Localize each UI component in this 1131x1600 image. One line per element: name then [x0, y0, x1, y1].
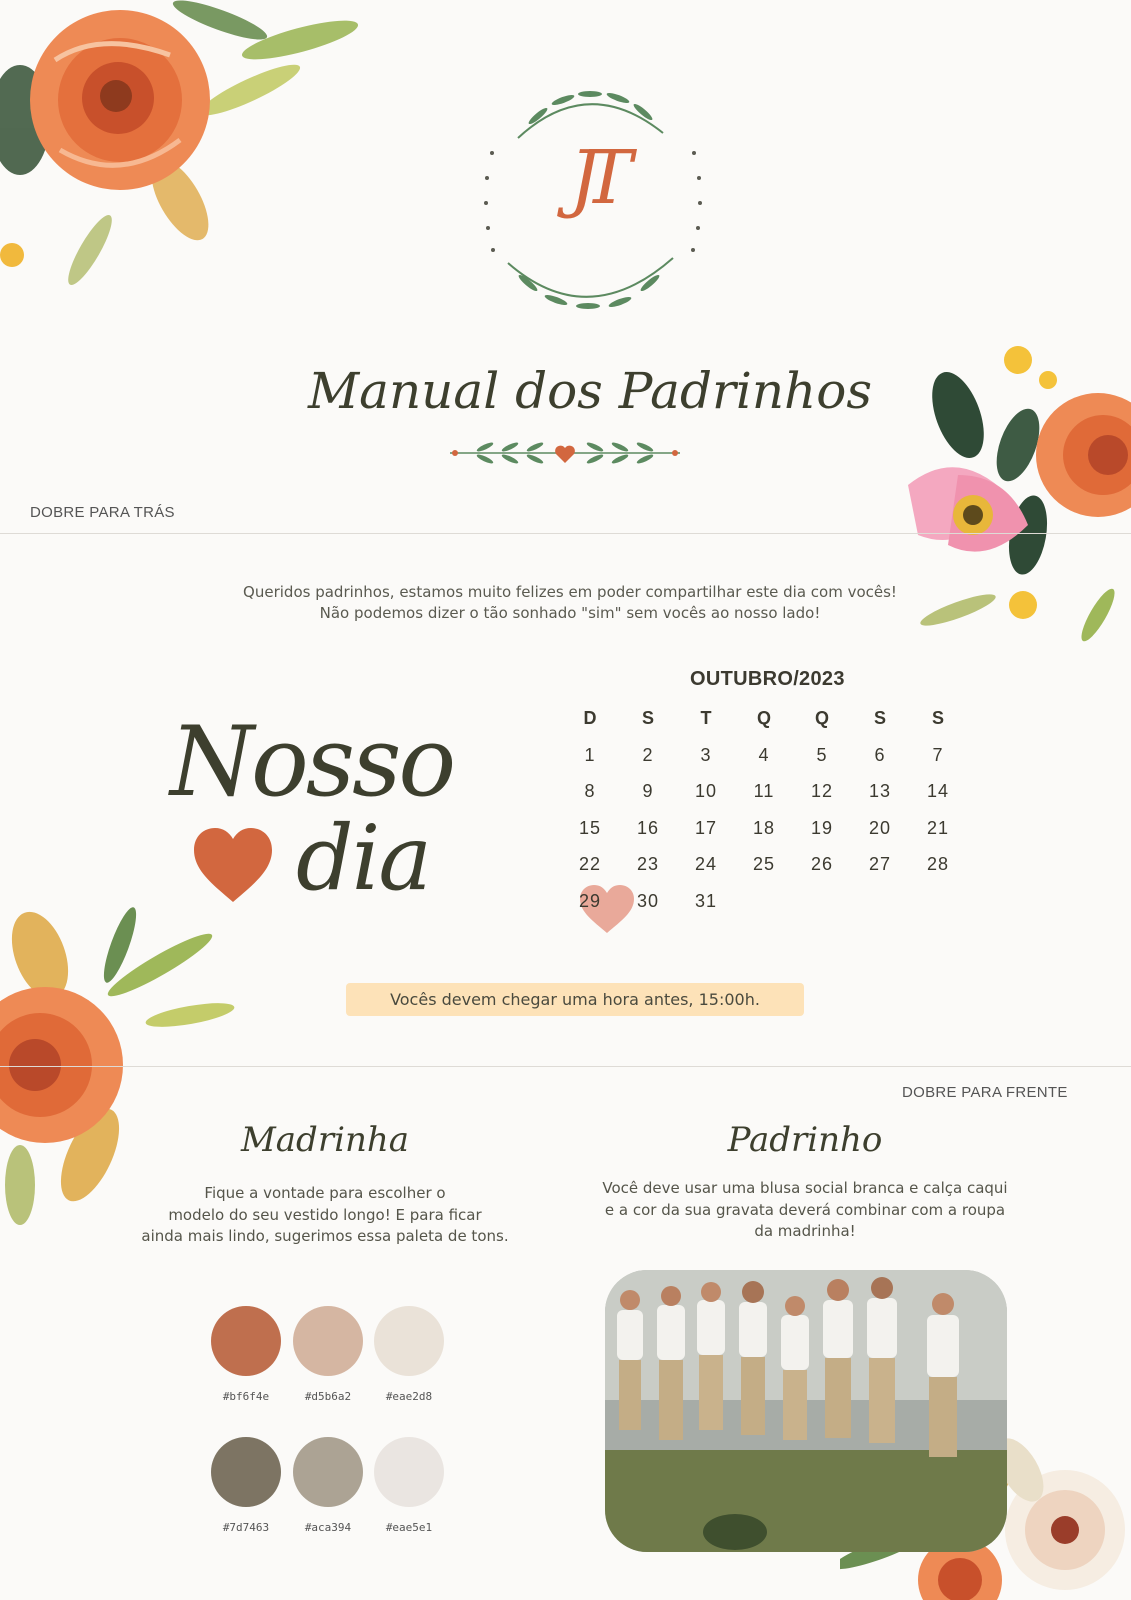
calendar-day: 12 — [810, 781, 834, 801]
intro-line-1: Queridos padrinhos, estamos muito felizes em poder compartilhar este dia com vocês! — [243, 583, 897, 601]
fold-line-top — [0, 533, 1131, 534]
color-swatch-label: #d5b6a2 — [304, 1390, 352, 1403]
fold-back-label: DOBRE PARA TRÁS — [30, 504, 175, 521]
calendar-day: 20 — [868, 818, 892, 838]
calendar-day: 28 — [926, 854, 950, 874]
madrinha-line-1: Fique a vontade para escolher o — [204, 1184, 446, 1202]
calendar-day: 26 — [810, 854, 834, 874]
calendar-day: 10 — [694, 781, 718, 801]
calendar-day: 17 — [694, 818, 718, 838]
calendar-day: 19 — [810, 818, 834, 838]
calendar-day: 24 — [694, 854, 718, 874]
calendar-weekday: Q — [814, 708, 829, 728]
madrinha-line-3: ainda mais lindo, sugerimos essa paleta de tons. — [141, 1227, 509, 1245]
calendar-day: 14 — [926, 781, 950, 801]
calendar-day: 18 — [752, 818, 776, 838]
color-swatch — [374, 1306, 444, 1376]
floral-top-left-decoration — [0, 0, 370, 310]
calendar-weekday: Q — [756, 708, 771, 728]
calendar-day: 23 — [636, 854, 660, 874]
intro-line-2: Não podemos dizer o tão sonhado "sim" sem vocês ao nosso lado! — [319, 604, 821, 622]
nosso-word: Nosso — [170, 706, 454, 818]
calendar-day: 15 — [578, 818, 602, 838]
calendar-weekday: S — [641, 708, 654, 728]
monogram: JT — [569, 135, 617, 221]
calendar-day: 2 — [642, 745, 654, 765]
dia-word: dia — [296, 806, 431, 911]
calendar-day: 5 — [816, 745, 828, 765]
color-swatch-label: #aca394 — [304, 1521, 352, 1534]
calendar-day: 4 — [758, 745, 770, 765]
calendar-day: 6 — [874, 745, 886, 765]
intro-text — [190, 582, 950, 624]
color-swatch-label: #eae5e1 — [385, 1521, 433, 1534]
calendar-day: 1 — [584, 745, 596, 765]
color-swatch — [211, 1437, 281, 1507]
color-swatch — [293, 1437, 363, 1507]
padrinho-title: Padrinho — [727, 1120, 883, 1160]
calendar-day: 30 — [636, 891, 660, 911]
calendar-weekday: S — [931, 708, 944, 728]
fold-line-bottom — [0, 1066, 1131, 1067]
calendar-day: 16 — [636, 818, 660, 838]
page-title: Manual dos Padrinhos — [307, 362, 873, 420]
calendar-day: 21 — [926, 818, 950, 838]
calendar-day: 22 — [578, 854, 602, 874]
calendar-day: 25 — [752, 854, 776, 874]
calendar-day: 8 — [584, 781, 596, 801]
calendar-day: 11 — [753, 781, 775, 801]
groomsmen-photo — [605, 1270, 1007, 1552]
calendar-weekday: T — [700, 708, 712, 728]
padrinho-line-2: e a cor da sua gravata deverá combinar com a roupa — [604, 1200, 1006, 1219]
color-swatch — [293, 1306, 363, 1376]
calendar-day: 27 — [868, 854, 892, 874]
color-swatch-label: #7d7463 — [222, 1521, 270, 1534]
madrinha-text — [110, 1183, 540, 1248]
calendar-day-highlighted: 29 — [578, 891, 602, 911]
calendar-day: 7 — [932, 745, 944, 765]
fold-front-label: DOBRE PARA FRENTE — [902, 1084, 1068, 1101]
heart-icon — [192, 826, 274, 906]
color-swatch-label: #bf6f4e — [222, 1390, 270, 1403]
calendar-day: 3 — [700, 745, 712, 765]
madrinha-title: Madrinha — [240, 1120, 410, 1160]
calendar-day: 31 — [694, 891, 718, 911]
calendar-day: 13 — [868, 781, 892, 801]
padrinho-text — [560, 1178, 1050, 1243]
calendar-weekday: D — [583, 708, 597, 728]
arrival-note: Vocês devem chegar uma hora antes, 15:00h. — [346, 983, 804, 1016]
heart-divider-decoration — [445, 438, 685, 468]
color-swatch — [211, 1306, 281, 1376]
padrinho-line-3: da madrinha! — [754, 1222, 856, 1240]
madrinha-line-2: modelo do seu vestido longo! E para ficar — [168, 1205, 482, 1224]
calendar-day: 9 — [642, 781, 654, 801]
calendar-title: OUTUBRO/2023 — [690, 668, 845, 690]
color-swatch — [374, 1437, 444, 1507]
color-swatch-label: #eae2d8 — [385, 1390, 433, 1403]
padrinho-line-1: Você deve usar uma blusa social branca e calça caqui — [602, 1179, 1008, 1197]
calendar-weekday: S — [873, 708, 886, 728]
